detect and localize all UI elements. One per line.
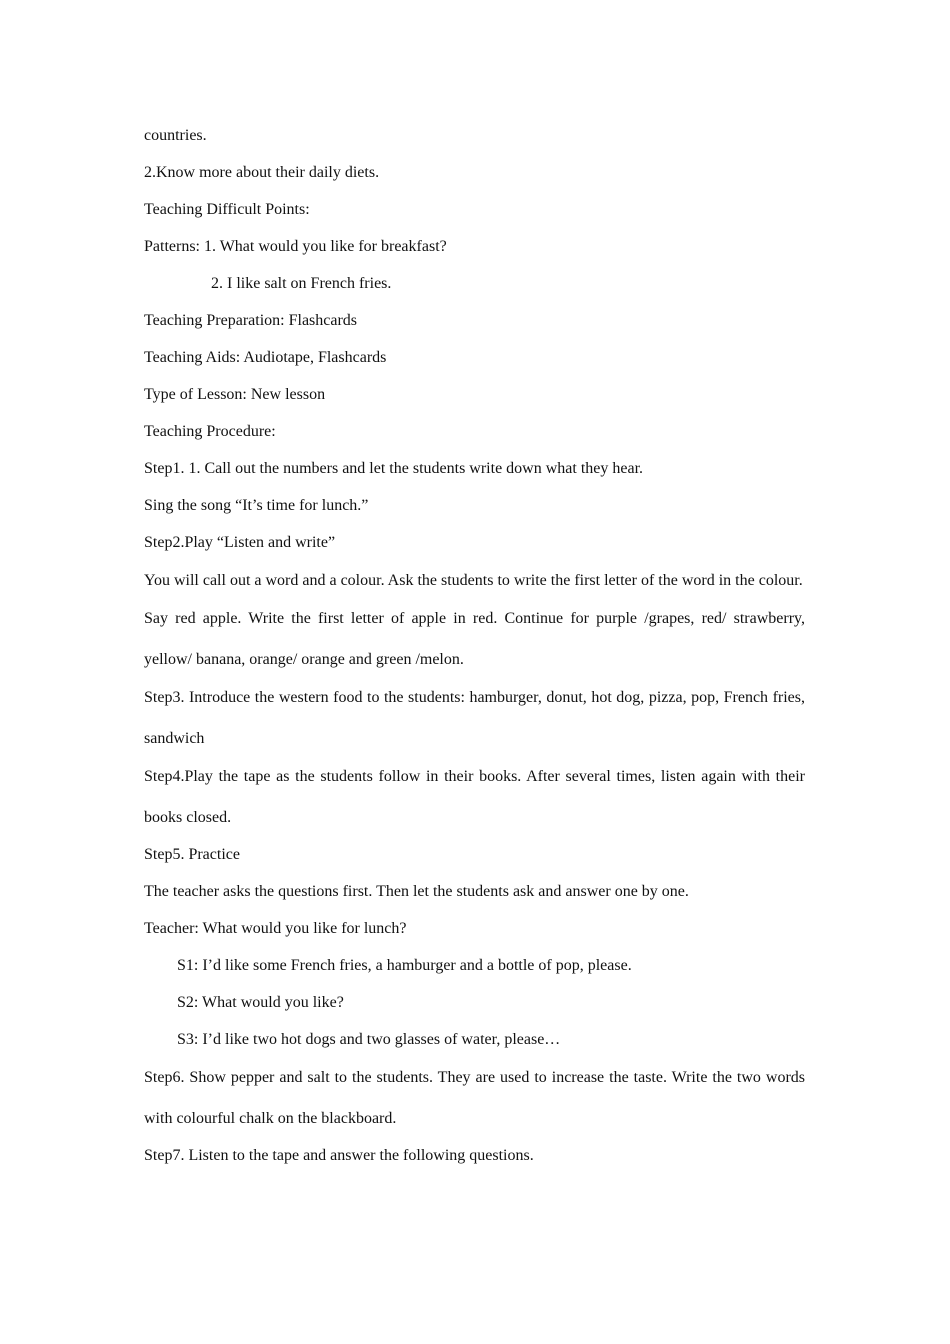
step-line: Step5. Practice (144, 846, 240, 863)
step-line: Step7. Listen to the tape and answer the following questions. (144, 1147, 534, 1164)
paragraph: You will call out a word and a colour. Ask the students to write the first letter of the word in the colour. (144, 572, 803, 589)
dialog-line: S1: I’d like some French fries, a hamburger and a bottle of pop, please. (177, 957, 632, 974)
step-paragraph: Step6. Show pepper and salt to the students. They are used to increase the taste. Write the two words with colourful chalk on the blackboard. (144, 1069, 805, 1127)
section-heading: Teaching Aids: Audiotape, Flashcards (144, 349, 387, 366)
section-heading: Type of Lesson: New lesson (144, 386, 326, 403)
objective-item: 2.Know more about their daily diets. (144, 164, 380, 181)
text-line: countries. (144, 127, 207, 144)
text-line: Sing the song “It’s time for lunch.” (144, 497, 369, 514)
document-body (144, 125, 805, 1182)
pattern-line: 2. I like salt on French fries. (211, 275, 392, 292)
step-line: Step1. 1. Call out the numbers and let the students write down what they hear. (144, 460, 644, 477)
dialog-line: S3: I’d like two hot dogs and two glasses of water, please… (177, 1031, 561, 1048)
section-heading: Teaching Difficult Points: (144, 201, 310, 218)
section-heading: Teaching Procedure: (144, 423, 276, 440)
step-paragraph: Step3. Introduce the western food to the students: hamburger, donut, hot dog, pizza, pop, French fries, sandwich (144, 689, 805, 747)
text-line: The teacher asks the questions first. Then let the students ask and answer one by one. (144, 883, 689, 900)
dialog-line: S2: What would you like? (177, 994, 344, 1011)
paragraph: Say red apple. Write the first letter of apple in red. Continue for purple /grapes, red/ strawberry, yellow/ banana, orange/ orange and green /melon. (144, 610, 805, 668)
pattern-line: Patterns: 1. What would you like for breakfast? (144, 238, 447, 255)
step-line: Step2.Play “Listen and write” (144, 534, 336, 551)
section-heading: Teaching Preparation: Flashcards (144, 312, 358, 329)
step-paragraph: Step4.Play the tape as the students follow in their books. After several times, listen again with their books closed. (144, 768, 805, 826)
dialog-line: Teacher: What would you like for lunch? (144, 920, 407, 937)
